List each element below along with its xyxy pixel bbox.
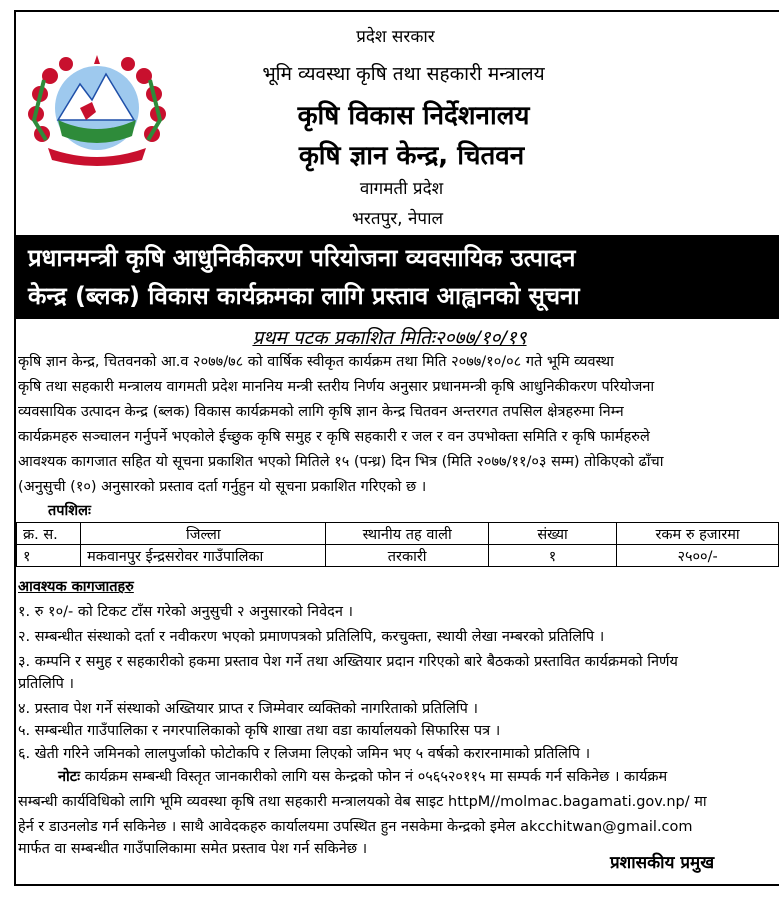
document-item: ३. कम्पनि र समुह र सहकारीको हकमा प्रस्ताव पेश गर्ने तथा अख्तियार प्रदान गरिएको बारे बैठकको प्रस्तावित कार्यक्रमको निर्णय [18, 654, 678, 670]
table-cell: २५००/- [617, 545, 779, 567]
note-line: हेर्न र डाउनलोड गर्न सकिनेछ । साथै आवेदकहरु कार्यालयमा उपस्थित हुन नसकेमा केन्द्रको इमेल akcchitwan@gmail.com [18, 819, 693, 835]
table-header-cell: स्थानीय तह वाली [326, 523, 489, 545]
table-header-cell: जिल्ला [81, 523, 326, 545]
document-item: ४. प्रस्ताव पेश गर्ने संस्थाको अख्तियार प्राप्त र जिम्मेवार व्यक्तिको नागरिताको प्रतिलिपि । [18, 701, 479, 717]
table-cell: मकवानपुर ईन्द्रसरोवर गाउँपालिका [81, 545, 326, 567]
table-row [17, 545, 779, 567]
body-line: व्यवसायिक उत्पादन केन्द्र (ब्लक) विकास कार्यक्रमको लागि कृषि ज्ञान केन्द्र चितवन अन्तरगत तपसिल क्षेत्रहरुमा निम्न [18, 404, 624, 420]
note-line: मार्फत वा सम्बन्धीत गाउँपालिकामा समेत प्रस्ताव पेश गर्न सकिनेछ । [18, 841, 368, 857]
body-line: कृषि ज्ञान केन्द्र, चितवनको आ.व २०७७/७८ को वार्षिक स्वीकृत कार्यक्रम तथा मिति २०७७/१०/०८ गते भूमि व्यवस्था [18, 354, 614, 370]
signature-title: प्रशासकीय प्रमुख [610, 853, 715, 873]
banner-line-1: प्रधानमन्त्री कृषि आधुनिकीकरण परियोजना व्यवसायिक उत्पादन [28, 244, 576, 272]
header-ministry: भूमि व्यवस्था कृषि तथा सहकारी मन्त्रालय [262, 63, 545, 85]
table-cell: तरकारी [326, 545, 489, 567]
note-line: सम्बन्धी कार्यविधिको लागि भूमि व्यवस्था कृषि तथा सहकारी मन्त्रालयको वेब साइट httpM//molmac.bagamati.gov.np/ मा [18, 794, 707, 810]
documents-title: आवश्यक कागजातहरु [18, 579, 134, 595]
body-line: कार्यक्रमहरु सञ्चालन गर्नुपर्ने भएकोले ईच्छुक कृषि समुह र कृषि सहकारी र जल र वन उपभोक्ता समिति र कृषि फार्महरुले [18, 429, 650, 445]
header-center: कृषि ज्ञान केन्द्र, चितवन [298, 141, 525, 171]
header-directorate: कृषि विकास निर्देशनालय [297, 101, 530, 131]
table-header-cell: संख्या [488, 523, 616, 545]
table-cell: १ [488, 545, 616, 567]
schedule-table [16, 522, 779, 567]
document-item: प्रतिलिपि । [18, 676, 74, 692]
header-province-govt: प्रदेश सरकार [356, 27, 435, 47]
note-line [18, 766, 779, 786]
table-header-cell: रकम रु हजारमा [617, 523, 779, 545]
notice-title-banner [14, 235, 779, 319]
publication-date-text: प्रथम पटक प्रकाशित मितिः२०७७/१०/१९ [252, 327, 527, 349]
document-item: ५. सम्बन्धीत गाउँपालिका र नगरपालिकाको कृषि शाखा तथा वडा कार्यालयको सिफारिस पत्र । [18, 723, 501, 739]
note-label: नोटः [58, 769, 81, 785]
note-text: कार्यक्रम सम्बन्धी विस्तृत जानकारीको लागि यस केन्द्रको फोन नं ०५६५२०११५ मा सम्पर्क गर्न सकिनेछ । कार्यक्रम [80, 769, 668, 785]
schedule-title: तपशिलः [48, 503, 91, 519]
body-line: (अनुसुची (१०) अनुसारको प्रस्ताव दर्ता गर्नुहुन यो सूचना प्रकाशित गरिएको छ । [18, 479, 427, 495]
document-item: २. सम्बन्धीत संस्थाको दर्ता र नवीकरण भएको प्रमाणपत्रको प्रतिलिपि, करचुक्ता, स्थायी लेखा नम्बरको प्रतिलिपि । [18, 629, 605, 645]
body-line: आवश्यक कागजात सहित यो सूचना प्रकाशित भएको मितिले १५ (पन्ध्र) दिन भित्र (मिति २०७७/११/०३ सम्म) तोकिएको ढाँचा [18, 454, 664, 470]
table-cell: १ [17, 545, 81, 567]
publication-date [0, 324, 779, 350]
banner-line-2: केन्द्र (ब्लक) विकास कार्यक्रमका लागि प्रस्ताव आह्वानको सूचना [28, 282, 580, 310]
document-item: ६. खेती गरिने जमिनको लालपुर्जाको फोटोकपि र लिजमा लिएको जमिन भए ५ वर्षको करारनामाको प्रतिलिपि । [18, 746, 591, 762]
body-line: कृषि तथा सहकारी मन्त्रालय वागमती प्रदेश माननिय मन्त्री स्तरीय निर्णय अनुसार प्रधानमन्त्री कृषि आधुनिकीकरण परियोजना [18, 379, 655, 395]
header-province-name: वागमती प्रदेश [359, 179, 444, 199]
table-header-row [17, 523, 779, 545]
header-location: भरतपुर, नेपाल [351, 209, 444, 229]
table-header-cell: क्र. स. [17, 523, 81, 545]
document-item: १. रु १०/- को टिकट टाँस गरेको अनुसुची २ अनुसारको निवेदन । [18, 604, 354, 620]
